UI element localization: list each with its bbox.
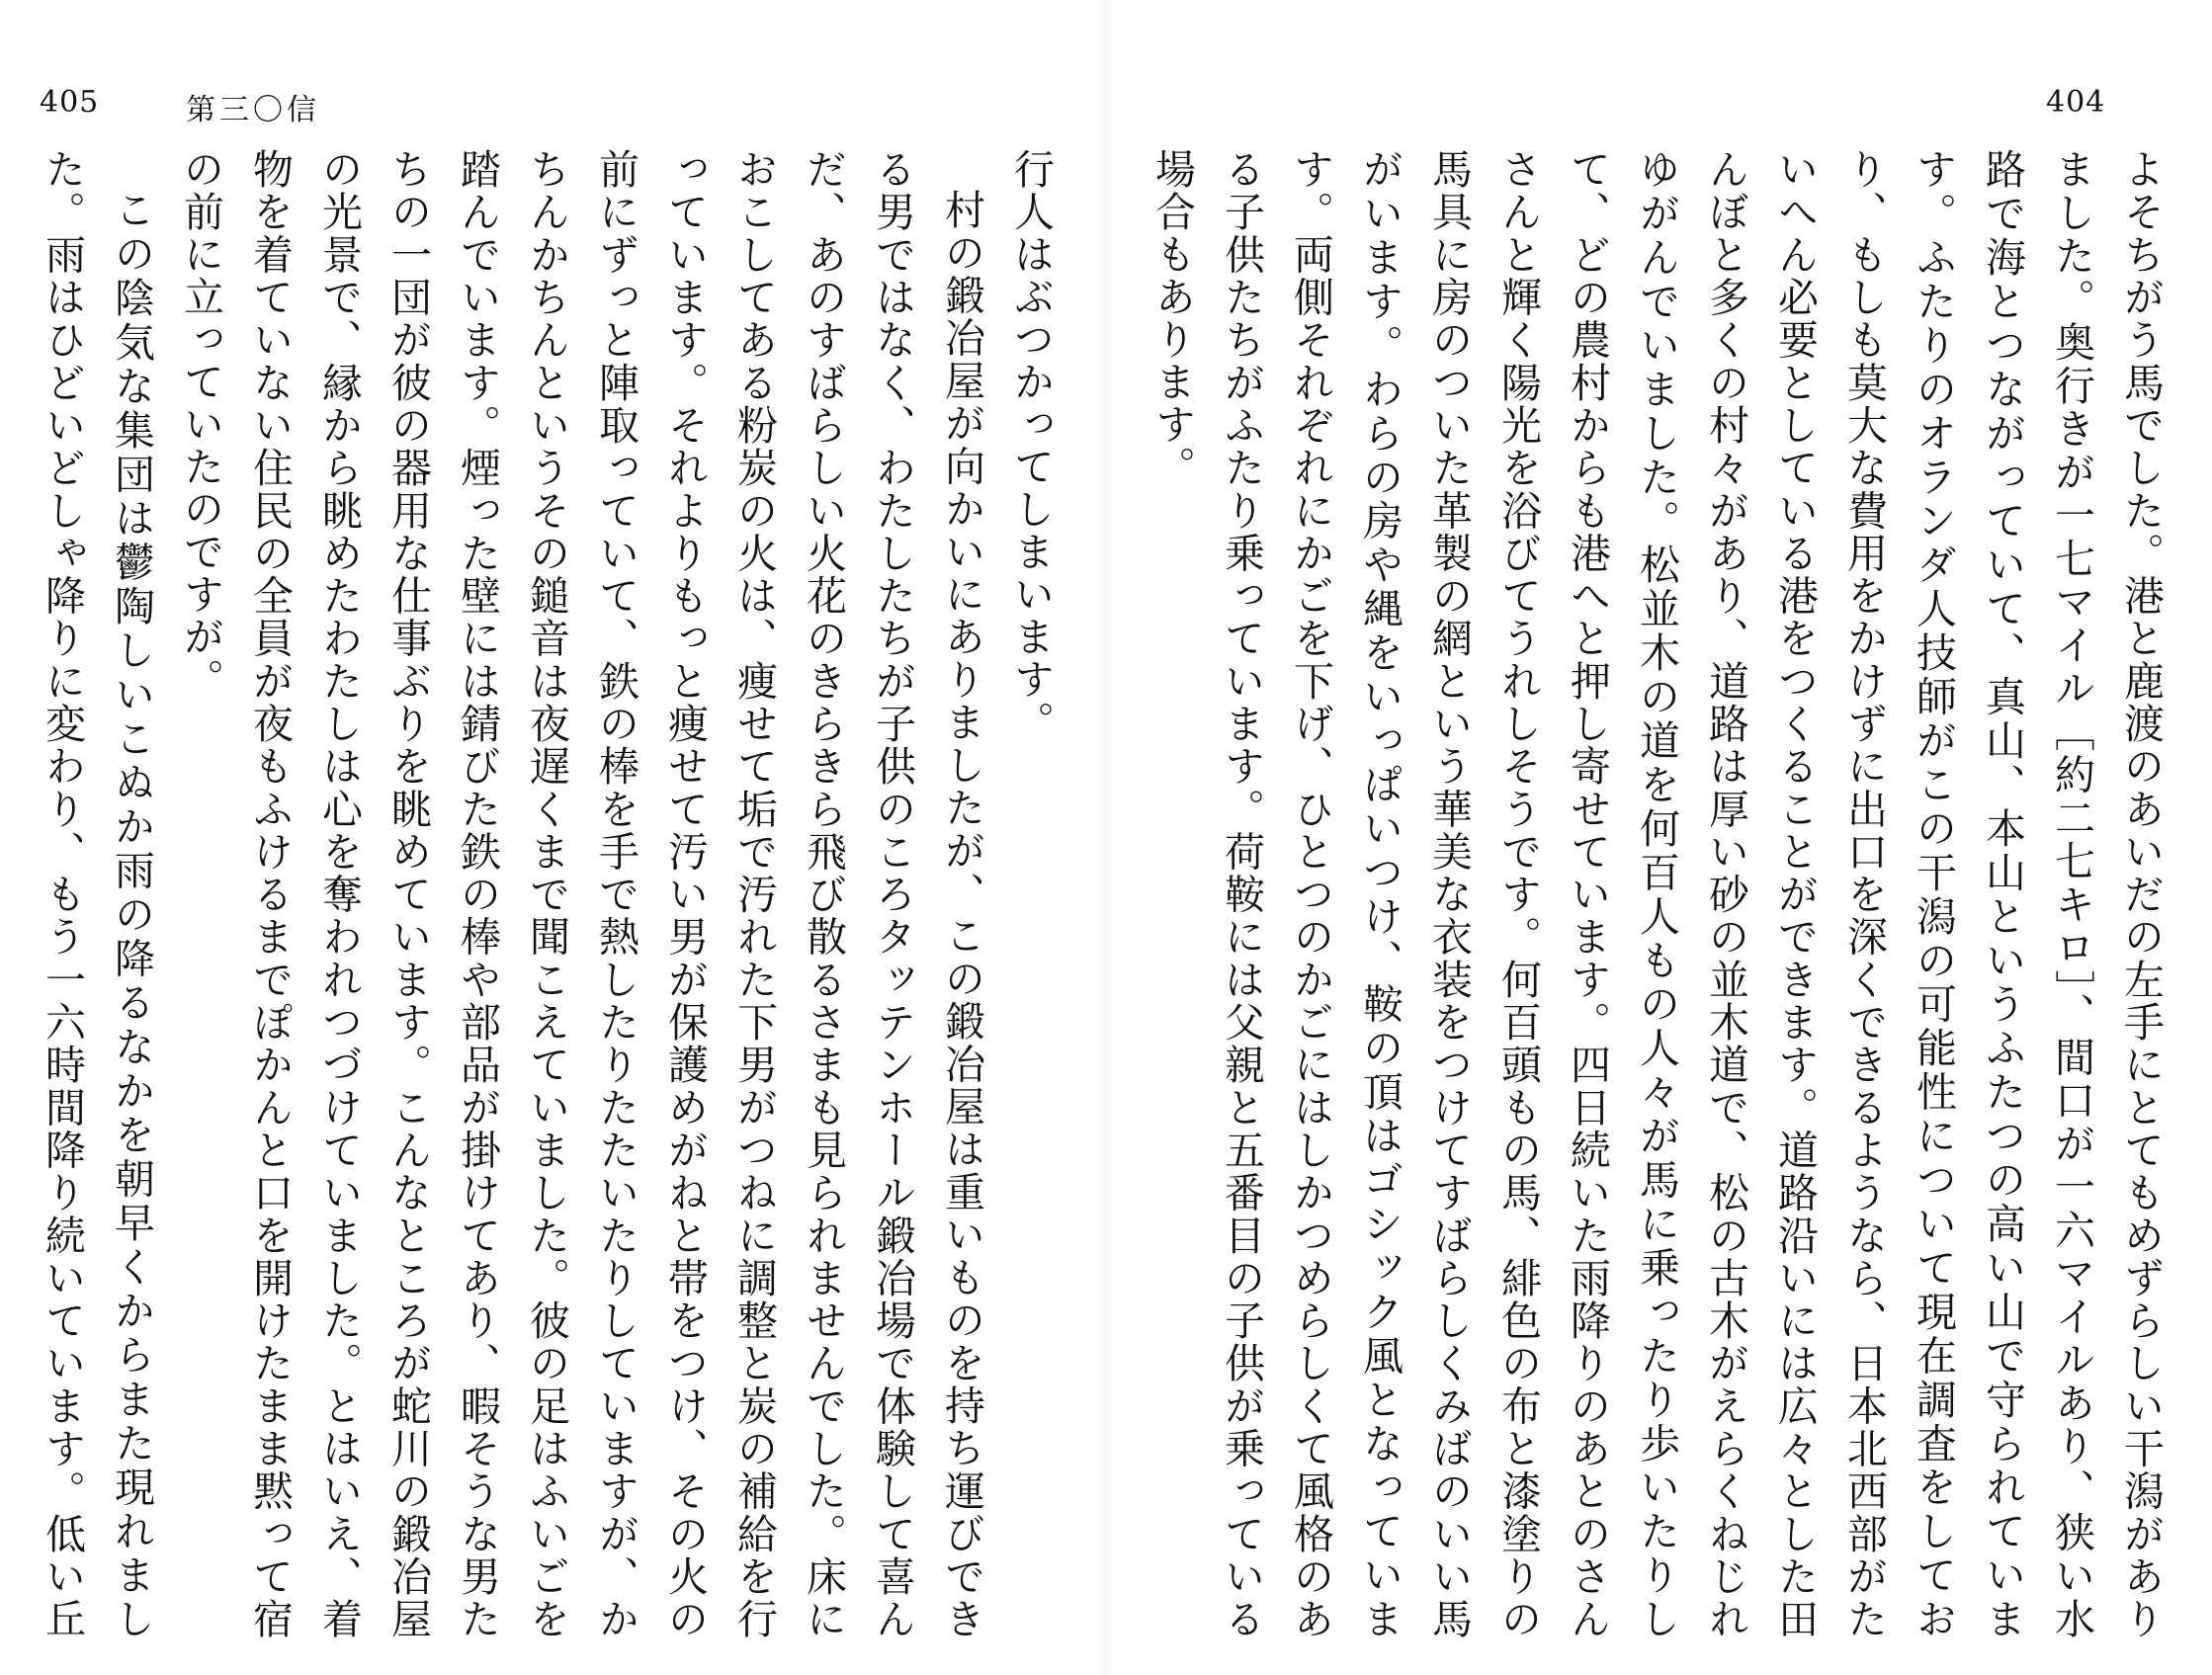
- paragraph-blacksmith: 村の鍛冶屋が向かいにありましたが、この鍛冶屋は重いものを持ち運びできる男ではなく、わたしたちが子供のころタッテンホール鍛冶場で体験して喜んだ、あのすばらしい火花のきらきら飛び散るさまも見られませんでした。床におこしてある粉炭の火は、痩せて垢で汚れた下男がつねに調整と炭の補給を行っています。それよりもっと痩せて汚い男が保護めがねと帯をつけ、その火の前にずっと陣取っていて、鉄の棒を手で熱したりたたいたりしていますが、かちんかちんというその鎚音は夜遅くまで聞こえていました。彼の足はふいごを踏んでいます。煙った壁には錆びた鉄の棒や部品が掛けてあり、暇そうな男たちの一団が彼の器用な仕事ぶりを眺めています。こんなところが蛇川の鍛冶屋の光景で、縁から眺めたわたしは心を奪われつづけていました。とはいえ、着物を着ていない住民の全員が夜もふけるまでぽかんと口を開けたまま黙って宿の前に立っていたのですが。: [177, 148, 985, 1640]
- running-head: 第三〇信: [186, 93, 320, 127]
- right-page-body: [1128, 148, 2175, 1640]
- left-page-body: [38, 148, 1065, 1640]
- paragraph-village-lodging: [1128, 148, 1138, 1640]
- right-page-number: 404: [2046, 85, 2106, 120]
- left-page-number: 405: [40, 85, 100, 120]
- right-page: [1106, 0, 2212, 1675]
- paragraph-continued: 行人はぶつかってしまいます。: [1007, 148, 1055, 743]
- paragraph-lagoon-horses: よそちがう馬でした。港と鹿渡のあいだの左手にとてもめずらしい干潟がありました。奥行きが一七マイル［約二七キロ］、間口が一六マイルあり、狭い水路で海とつながっていて、真山、本山というふたつの高い山で守られています。ふたりのオランダ人技師がこの干潟の可能性について現在調査をしており、もしも莫大な費用をかけずに出口を深くできるようなら、日本北西部がたいへん必要としている港をつくることができます。道路沿いには広々とした田んぼと多くの村々があり、道路は厚い砂の並木道で、松の古木がえらくねじれゆがんでいました。松並木の道を何百人もの人々が馬に乗ったり歩いたりして、どの農村からも港へと押し寄せています。四日続いた雨降りのあとのさんさんと輝く陽光を浴びてうれしそうです。何百頭もの馬、緋色の布と漆塗りの馬具に房のついた革製の網という華美な衣装をつけてすばらしくみばのいい馬がいます。わらの房や縄をいっぱいつけ、鞍の頂はゴシック風となっています。両側それぞれにかごを下げ、ひとつのかごにはしかつめらしくて風格のある子供たちがふたり乗っています。荷鞍には父親と五番目の子供が乗っている場合もあります。: [1149, 148, 2165, 1640]
- paragraph-rain-journey: この陰気な集団は鬱陶しいこぬか雨の降るなかを朝早くからまた現れました。雨はひどいどしゃ降りに変わり、もう一六時間降り続いています。低い丘: [39, 148, 155, 1640]
